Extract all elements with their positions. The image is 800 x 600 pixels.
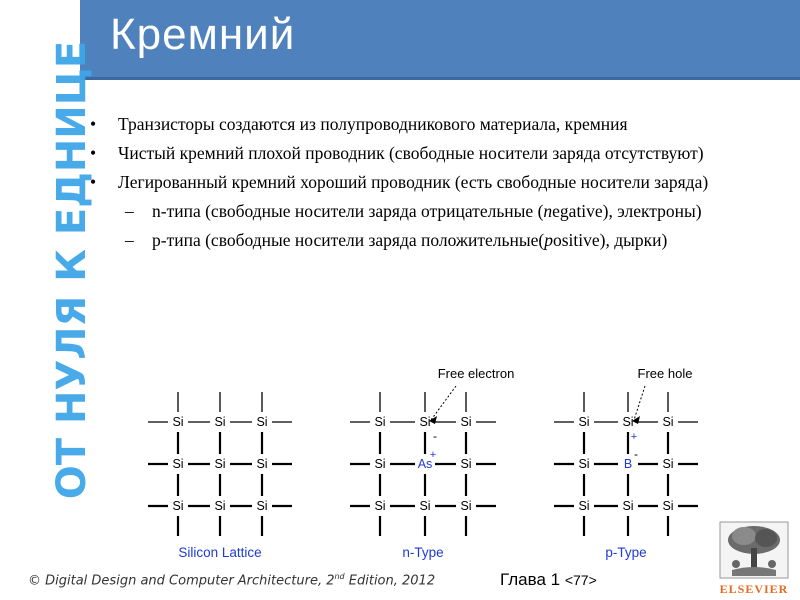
charge-sign: +: [429, 449, 437, 461]
sub-bullet-text: egative), электроны): [552, 201, 702, 221]
chapter-text: Глава 1: [500, 570, 561, 589]
atom-label: Si: [578, 415, 590, 429]
atom-label: Si: [460, 457, 472, 471]
emphasis-letter: n: [543, 201, 553, 221]
bullet-list: [90, 112, 780, 257]
atom-label: Si: [172, 499, 184, 513]
chapter-label: [500, 570, 597, 590]
free-carrier-label: Free electron: [437, 366, 515, 381]
sub-bullet-item: [90, 228, 780, 252]
atom-label: Si: [662, 499, 674, 513]
atom-label: Si: [172, 415, 184, 429]
atom-label: Si: [662, 415, 674, 429]
atom-label: B: [623, 457, 633, 471]
title-bar: [80, 0, 800, 80]
dash-marker: –: [125, 230, 134, 250]
atom-label: As: [417, 457, 433, 471]
pointer-line: [634, 386, 645, 420]
bullet-item: • Чистый кремний плохой проводник (свободные носители заряда отсутствуют): [90, 141, 780, 165]
charge-sign: +: [630, 431, 638, 443]
atom-label: Si: [578, 457, 590, 471]
bullet-item: • Легированный кремний хороший проводник (есть свободные носители заряда): [90, 170, 780, 194]
atom-label: Si: [460, 415, 472, 429]
atom-label: Si: [214, 499, 226, 513]
side-banner: ОТ НУЛЯ К ЕДНИЦЕ: [49, 40, 95, 500]
sub-bullet-text: ositive), дырки): [553, 230, 668, 250]
atom-label: Si: [622, 499, 634, 513]
atom-label: Si: [214, 457, 226, 471]
atom-label: Si: [256, 499, 268, 513]
lattice-caption: n-Type: [402, 545, 444, 560]
lattice-caption: Silicon Lattice: [178, 545, 262, 560]
atom-label: Si: [662, 457, 674, 471]
charge-sign: -: [433, 429, 437, 443]
sub-bullet-text: p-типа (свободные носители заряда положительные(: [152, 230, 545, 250]
sub-bullet-text: n-типа (свободные носители заряда отрицательные (: [152, 201, 544, 221]
page-number: <77>: [564, 572, 597, 588]
sub-bullet-item: [90, 199, 780, 223]
pointer-line: [431, 386, 456, 420]
lattice-caption: p-Type: [605, 545, 647, 560]
atom-label: Si: [419, 415, 431, 429]
dash-marker: –: [125, 201, 134, 221]
logo-wordmark: ELSEVIER: [719, 582, 789, 596]
slide-title: Кремний: [110, 10, 296, 59]
elsevier-logo: [714, 520, 794, 598]
atom-label: Si: [374, 415, 386, 429]
atom-label: Si: [460, 499, 472, 513]
atom-label: Si: [374, 457, 386, 471]
atom-label: Si: [419, 499, 431, 513]
atom-label: Si: [578, 499, 590, 513]
free-carrier-label: Free hole: [637, 366, 693, 381]
atom-label: Si: [256, 415, 268, 429]
atom-label: Si: [256, 457, 268, 471]
atom-label: Si: [172, 457, 184, 471]
bullet-item: • Транзисторы создаются из полупроводникового материала, кремния: [90, 112, 780, 136]
charge-sign: -: [634, 447, 638, 461]
atom-label: Si: [622, 415, 634, 429]
emphasis-letter: p: [544, 230, 553, 250]
atom-label: Si: [374, 499, 386, 513]
silicon-lattice-diagram: [0, 360, 800, 570]
copyright-footer: © Digital Design and Computer Architecture, 2nd Edition, 2012: [28, 572, 436, 589]
atom-label: Si: [214, 415, 226, 429]
